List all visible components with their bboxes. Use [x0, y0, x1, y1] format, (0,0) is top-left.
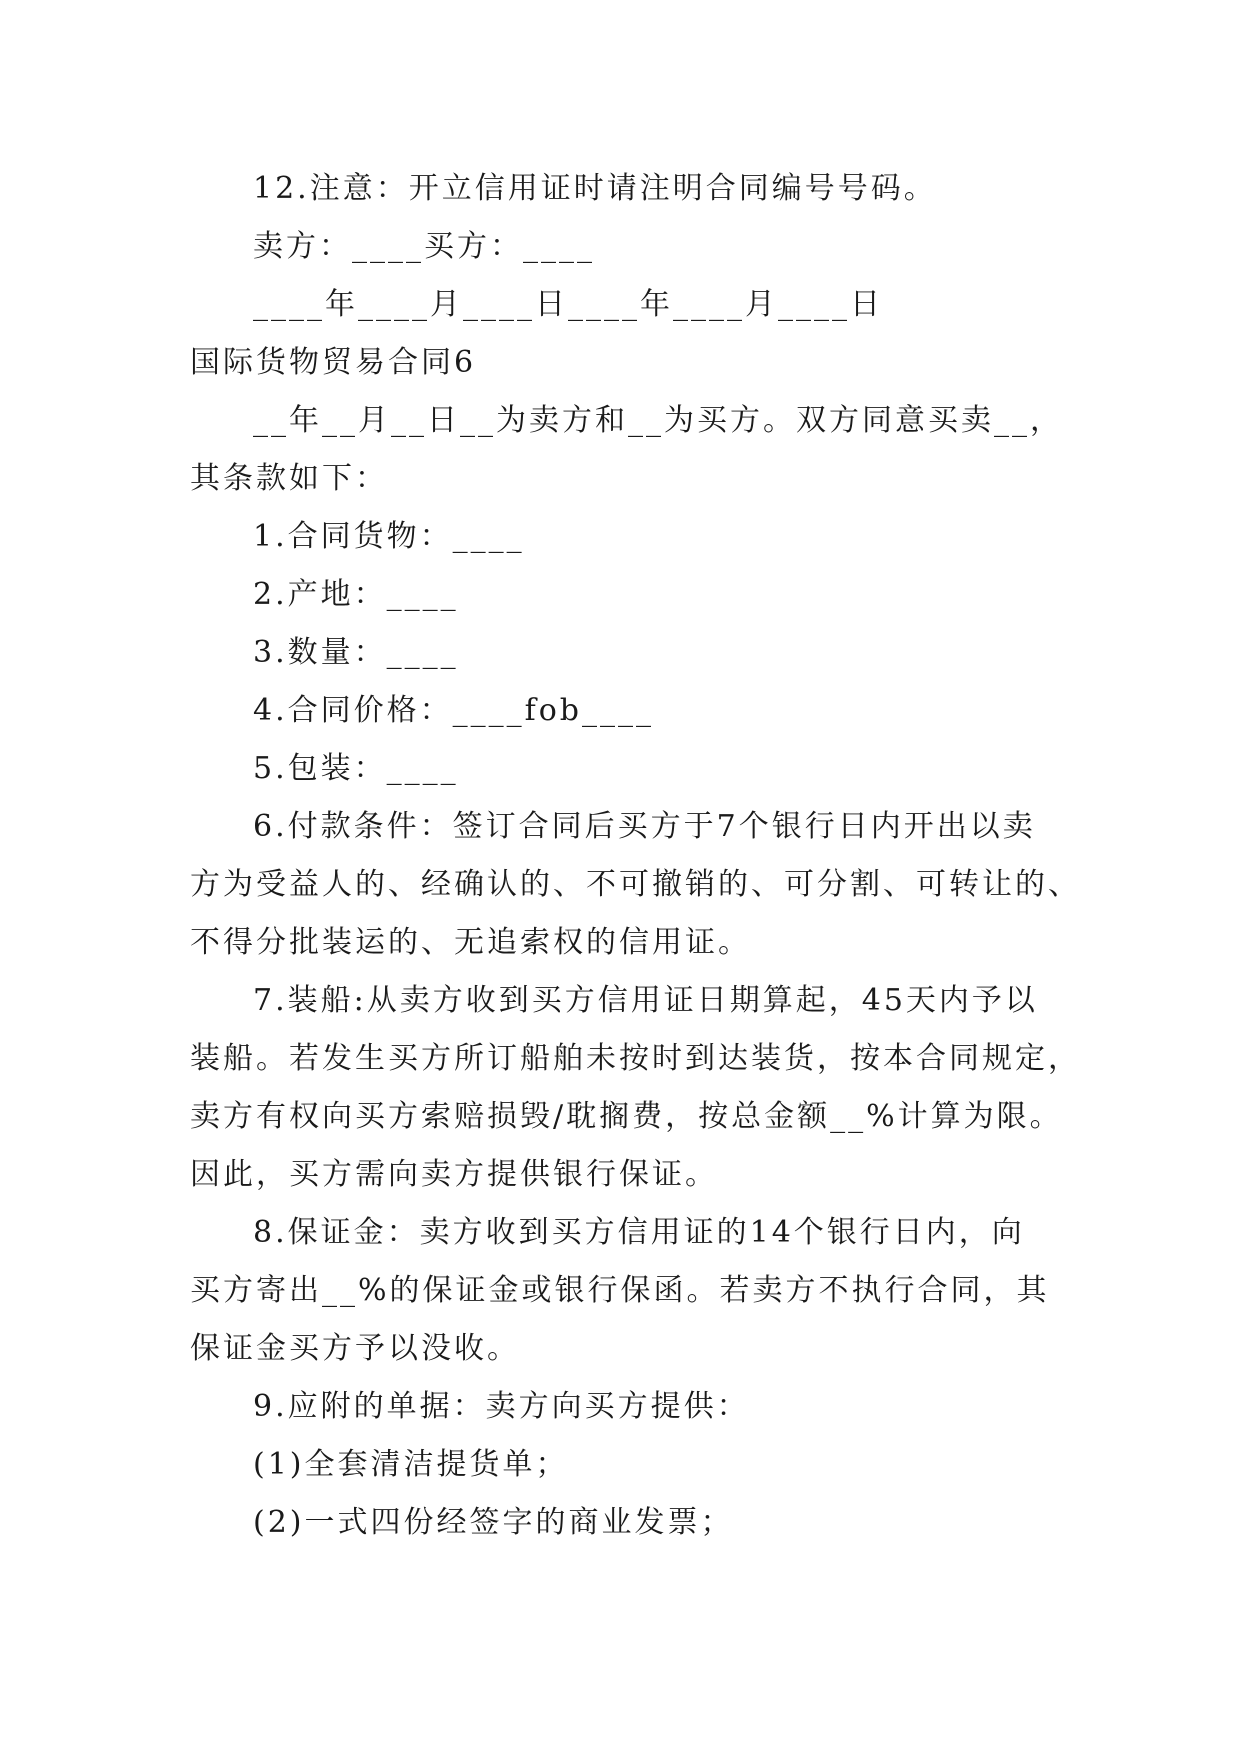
clause-3-quantity: 3.数量：____: [253, 635, 459, 670]
preamble-line-1: __年__月__日__为卖方和__为买方。双方同意买卖__，: [253, 403, 1063, 438]
preamble-line-2: 其条款如下：: [190, 461, 388, 496]
contract-title: 国际货物贸易合同6: [190, 345, 477, 380]
document-page: [190, 160, 1081, 1552]
clause-9-documents: 9.应附的单据：卖方向买方提供：: [253, 1389, 750, 1424]
clause-9-item-2: (2)一式四份经签字的商业发票；: [253, 1505, 734, 1540]
clause-6-payment-line-1: 6.付款条件：签订合同后买方于7个银行日内开出以卖: [253, 809, 1036, 844]
clause-7-shipment-line-2: 装船。若发生买方所订船舶未按时到达装货，按本合同规定，: [190, 1041, 1081, 1076]
clause-6-payment-line-2: 方为受益人的、经确认的、不可撤销的、可分割、可转让的、: [190, 867, 1081, 902]
date-line: ____年____月____日____年____月____日: [253, 287, 883, 322]
clause-8-deposit-line-2: 买方寄出__%的保证金或银行保函。若卖方不执行合同，其: [190, 1273, 1050, 1308]
clause-7-shipment-line-4: 因此，买方需向卖方提供银行保证。: [190, 1157, 718, 1192]
clause-9-item-1: (1)全套清洁提货单；: [253, 1447, 569, 1482]
clause-12-note: 12.注意：开立信用证时请注明合同编号号码。: [253, 171, 937, 206]
clause-4-price: 4.合同价格：____fob____: [253, 693, 654, 728]
signature-line: 卖方：____买方：____: [253, 229, 595, 264]
clause-8-deposit-line-3: 保证金买方予以没收。: [190, 1331, 520, 1366]
clause-2-origin: 2.产地：____: [253, 577, 459, 612]
clause-7-shipment-line-3: 卖方有权向买方索赔损毁/耽搁费，按总金额__%计算为限。: [190, 1099, 1063, 1134]
clause-5-packing: 5.包装：____: [253, 751, 459, 786]
clause-7-shipment-line-1: 7.装船:从卖方收到买方信用证日期算起，45天内予以: [253, 983, 1038, 1018]
clause-8-deposit-line-1: 8.保证金：卖方收到买方信用证的14个银行日内，向: [253, 1215, 1025, 1250]
clause-6-payment-line-3: 不得分批装运的、无追索权的信用证。: [190, 925, 751, 960]
clause-1-goods: 1.合同货物：____: [253, 519, 525, 554]
